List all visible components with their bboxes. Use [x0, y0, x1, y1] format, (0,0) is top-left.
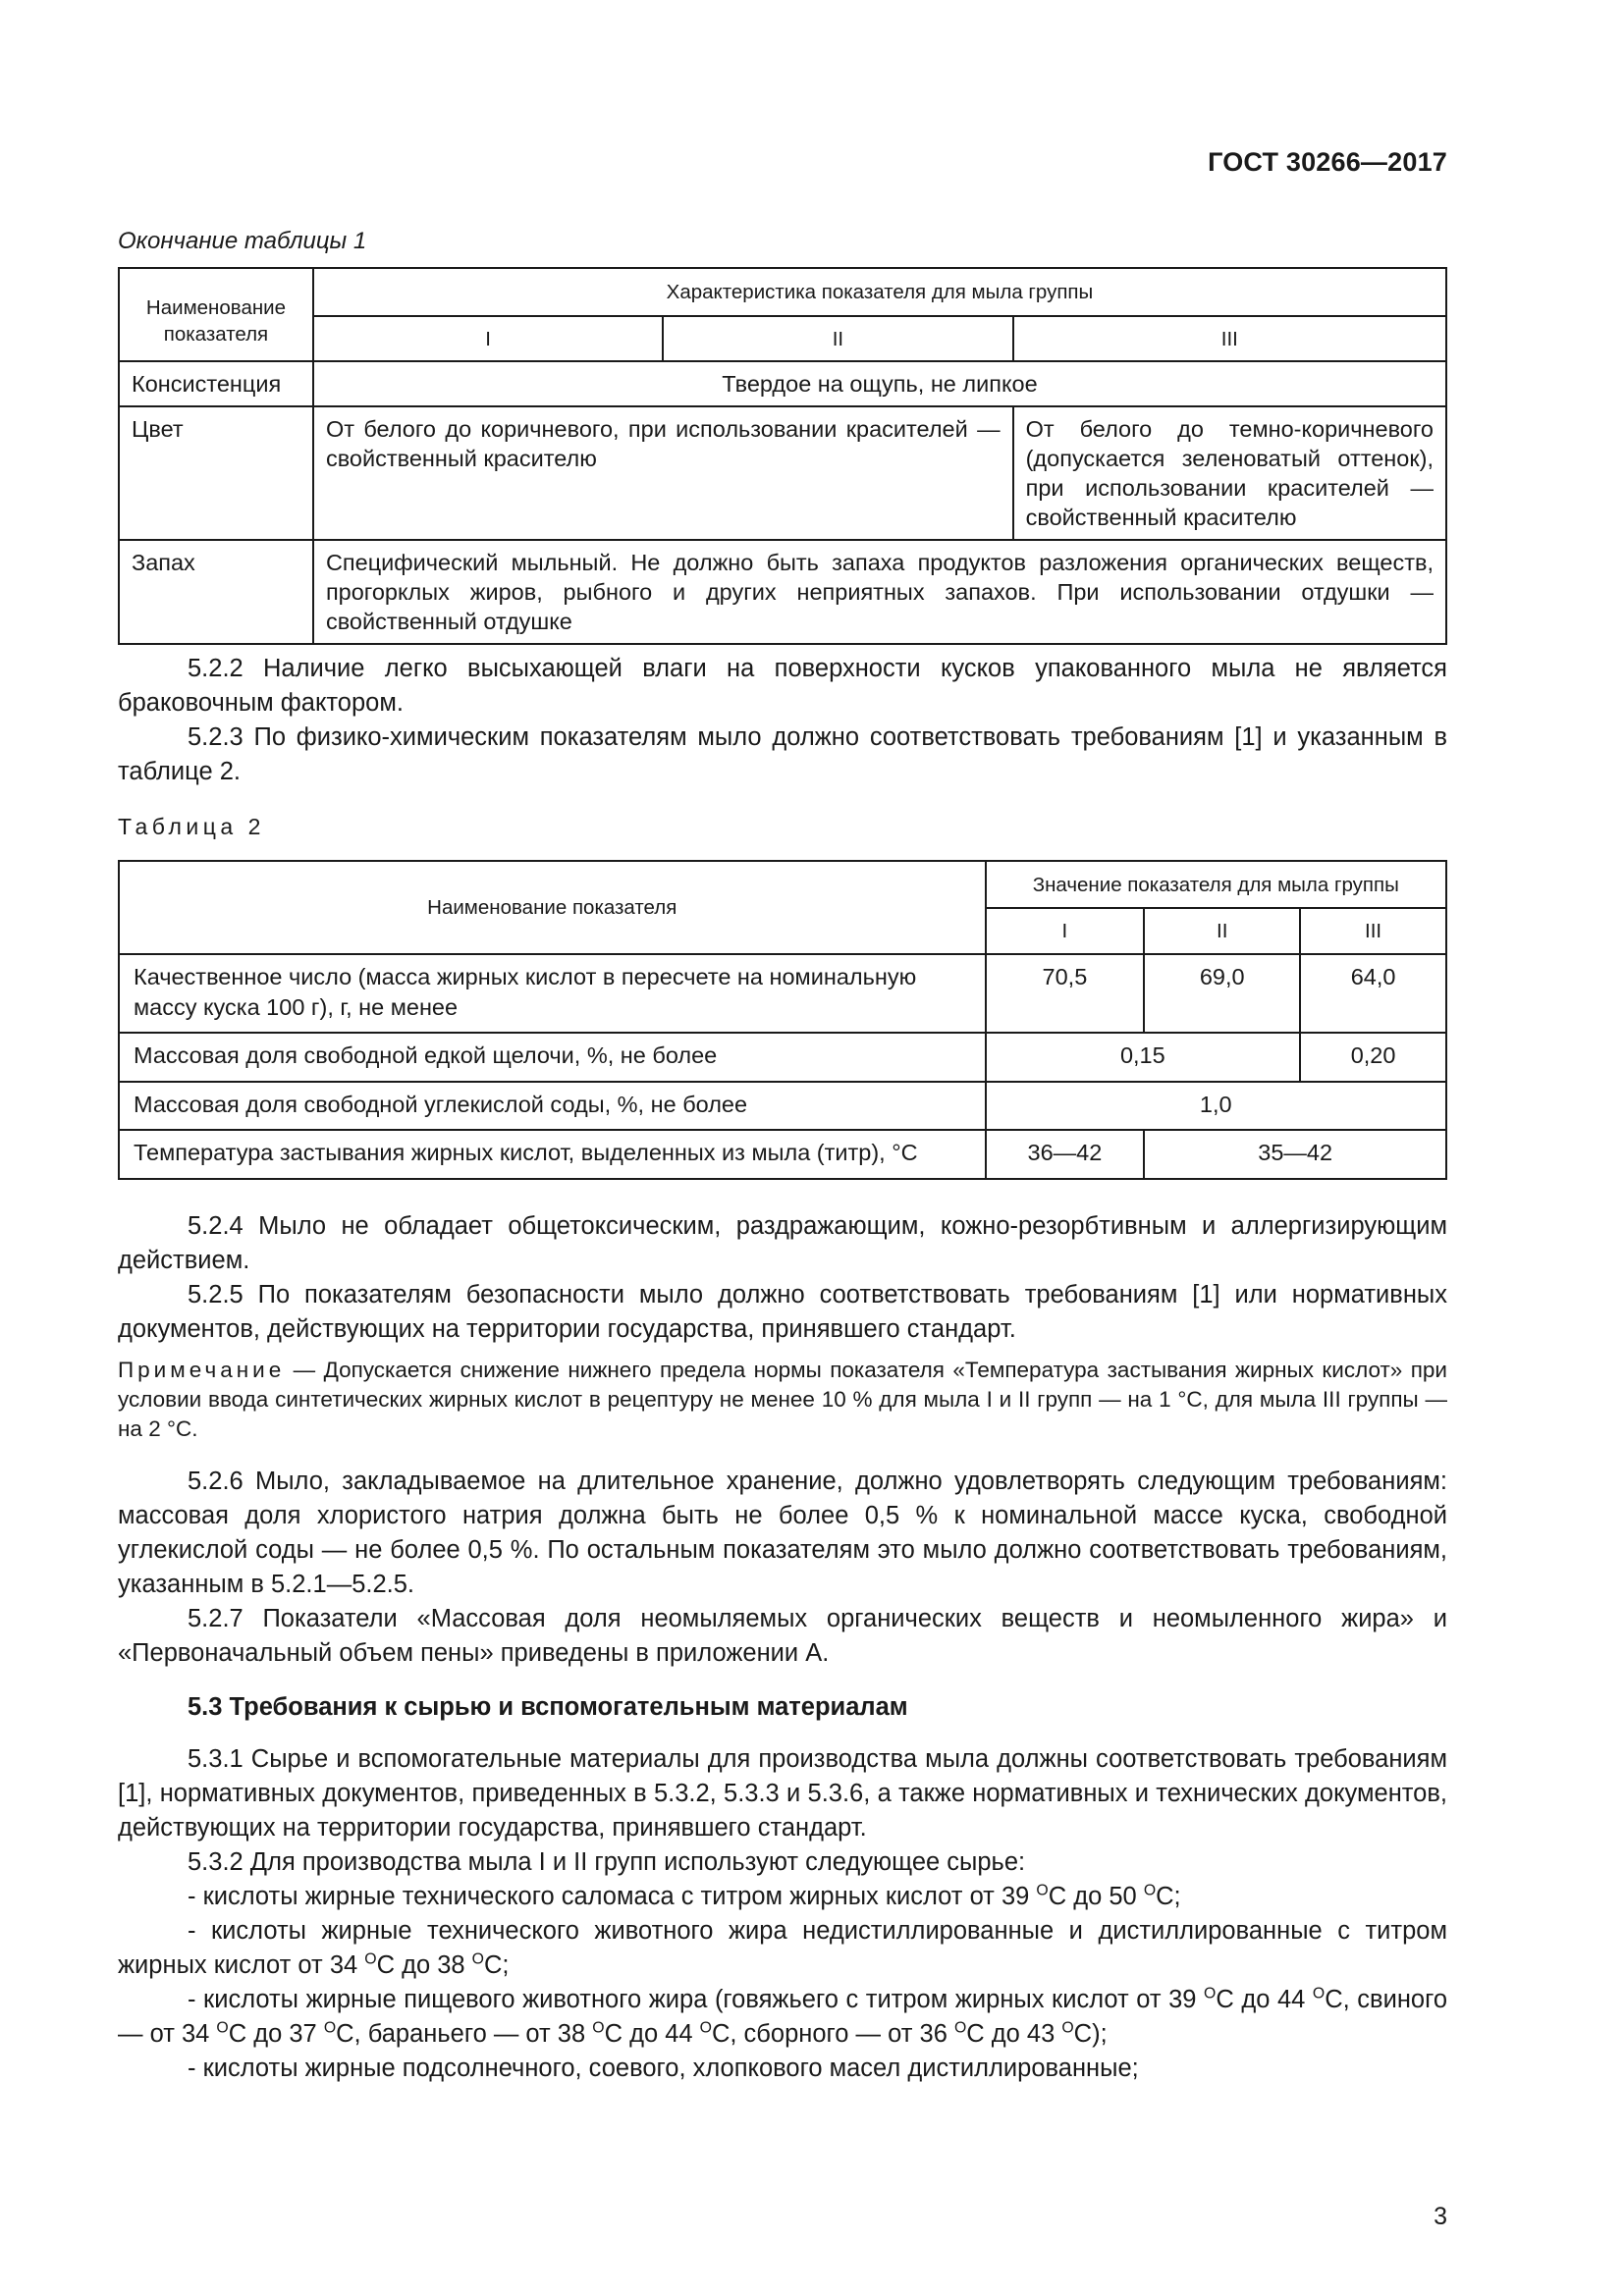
table2-row-name: Массовая доля свободной углекислой соды, %, не более	[119, 1082, 986, 1130]
table1-header-name: Наименование показателя	[119, 268, 313, 361]
table2-row-name: Массовая доля свободной едкой щелочи, %, не более	[119, 1033, 986, 1082]
paragraph-5-2-2: 5.2.2 Наличие легко высыхающей влаги на поверхности кусков упакованного мыла не является браковочным фактором.	[118, 655, 1447, 717]
table-row	[119, 1033, 1446, 1082]
table-row	[119, 954, 1446, 1033]
paragraph-5-3-2: 5.3.2 Для производства мыла I и II групп используют следующее сырье:	[188, 1848, 1026, 1876]
table-row	[119, 406, 1446, 540]
paragraph-5-2-3: 5.2.3 По физико-химическим показателям мыло должно соответствовать требованиям [1] и указанным в таблице 2.	[118, 723, 1447, 785]
table-row	[119, 1130, 1446, 1179]
table1-header-group: Характеристика показателя для мыла группы	[313, 268, 1446, 316]
note	[118, 1356, 1447, 1444]
table-row	[119, 1082, 1446, 1130]
list-item: - кислоты жирные технического саломаса с титром жирных кислот от 39 $^O$С до 50 $^O$С;	[188, 1882, 1181, 1910]
note-label: Примечание	[118, 1358, 286, 1382]
note-text: — Допускается снижение нижнего предела нормы показателя «Температура застывания жирных кислот» при условии ввода синтетических жирных кислот в рецептуру не менее 10 % для мыла I и II групп — на 1 °С, для мыла III группы — на 2 °С.	[118, 1358, 1448, 1441]
table1-row-value-groups-1-2: От белого до коричневого, при использовании красителей — свойственный красителю	[313, 406, 1013, 540]
paragraph-5-2-7: 5.2.7 Показатели «Массовая доля неомыляемых органических веществ и неомыленного жира» и «Первоначальный объем пены» приведены в приложении А.	[118, 1605, 1447, 1667]
list-item: - кислоты жирные подсолнечного, соевого, хлопкового масел дистиллированные;	[188, 2055, 1139, 2082]
table2-header-group: Значение показателя для мыла группы	[986, 861, 1447, 908]
table1-group-1: I	[313, 316, 663, 361]
table1-row-value-group-3: От белого до темно-коричневого (допускается зеленоватый оттенок), при использовании красителей — свойственный красителю	[1013, 406, 1446, 540]
table1-row-value: Специфический мыльный. Не должно быть запаха продуктов разложения органических веществ, прогорклых жиров, рыбного и других неприятных запахов. При использовании отдушки — свойственный отдушке	[313, 540, 1446, 644]
table2-value-group-3: 0,20	[1300, 1033, 1446, 1082]
table1-row-value: Твердое на ощупь, не липкое	[313, 361, 1446, 406]
page-header: ГОСТ 30266—2017	[1208, 147, 1447, 177]
table1-caption: Окончание таблицы 1	[118, 228, 367, 254]
list-item: - кислоты жирные пищевого животного жира (говяжьего с титром жирных кислот от 39 $^O$С до 44 $^O$С, свиного — от 34 $^O$С до 37 $^O$С, бараньего — от 38 $^O$С до 44 $^O$С, сборного — от 36 $^O$С до 43 $^O$С);	[118, 1985, 1448, 2048]
table2-row-name: Качественное число (масса жирных кислот в пересчете на номинальную массу куска 100 г), г, не менее	[119, 954, 986, 1033]
table2-value-group-1: 70,5	[986, 954, 1145, 1033]
table2-value-group-3: 64,0	[1300, 954, 1446, 1033]
page-number: 3	[1434, 2203, 1447, 2230]
table-row	[119, 540, 1446, 644]
table2-row-name: Температура застывания жирных кислот, выделенных из мыла (титр), °С	[119, 1130, 986, 1179]
table2-group-3: III	[1300, 908, 1446, 954]
table-2	[118, 860, 1447, 1180]
table1-row-name: Запах	[119, 540, 313, 644]
paragraph-5-2-4: 5.2.4 Мыло не обладает общетоксическим, раздражающим, кожно-резорбтивным и аллергизирующим действием.	[118, 1212, 1447, 1274]
table1-group-3: III	[1013, 316, 1446, 361]
list-item: - кислоты жирные технического животного жира недистиллированные и дистиллированные с титром жирных кислот от 34 $^O$С до 38 $^O$С;	[118, 1917, 1447, 1979]
table1-row-name: Консистенция	[119, 361, 313, 406]
paragraph-5-2-6: 5.2.6 Мыло, закладываемое на длительное хранение, должно удовлетворять следующим требованиям: массовая доля хлористого натрия должна быть не более 0,5 % к номинальной массе куска, свободной углекислой соды — не более 0,5 %. По остальным показателям это мыло должно соответствовать требованиям, указанным в 5.2.1—5.2.5.	[118, 1468, 1447, 1598]
table-row	[119, 361, 1446, 406]
table2-header-name: Наименование показателя	[119, 861, 986, 954]
table1-group-2: II	[663, 316, 1012, 361]
table2-value-groups-1-2: 0,15	[986, 1033, 1301, 1082]
table2-value-groups-2-3: 35—42	[1144, 1130, 1446, 1179]
table2-value-group-1: 36—42	[986, 1130, 1145, 1179]
table2-title: Таблица 2	[118, 814, 265, 839]
section-heading-5-3: 5.3 Требования к сырью и вспомогательным материалам	[188, 1693, 908, 1721]
table-1	[118, 267, 1447, 645]
table2-value-group-2: 69,0	[1144, 954, 1300, 1033]
table2-group-1: I	[986, 908, 1145, 954]
paragraph-5-3-1: 5.3.1 Сырье и вспомогательные материалы для производства мыла должны соответствовать требованиям [1], нормативных документов, приведенных в 5.3.2, 5.3.3 и 5.3.6, а также нормативных и технических документов, действующих на территории государства, принявшего стандарт.	[118, 1745, 1447, 1842]
table2-value-all-groups: 1,0	[986, 1082, 1447, 1130]
table2-group-2: II	[1144, 908, 1300, 954]
paragraph-5-2-5: 5.2.5 По показателям безопасности мыло должно соответствовать требованиям [1] или нормативных документов, действующих на территории государства, принявшего стандарт.	[118, 1281, 1447, 1343]
table1-row-name: Цвет	[119, 406, 313, 540]
